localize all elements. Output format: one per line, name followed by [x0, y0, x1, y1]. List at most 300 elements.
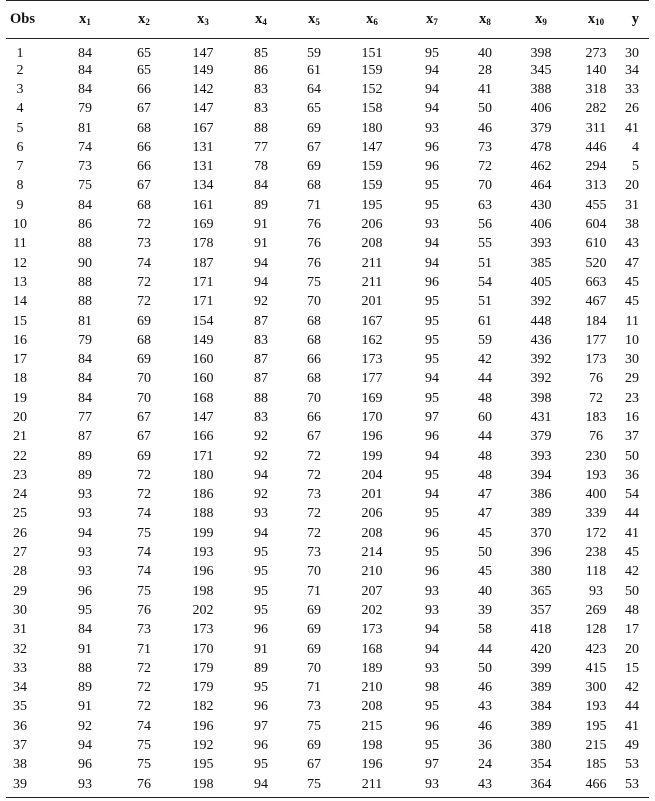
- y-cell: 20: [625, 178, 639, 194]
- y-cell: 44: [625, 699, 639, 715]
- x2-cell: 68: [137, 332, 151, 348]
- x8-cell: 28: [478, 62, 492, 78]
- x3-cell: 196: [192, 718, 214, 734]
- y-cell: 38: [625, 217, 639, 233]
- x9-cell: 398: [530, 390, 552, 406]
- obs-cell: 1: [16, 46, 24, 61]
- x2-cell: 75: [137, 583, 151, 599]
- x5-cell: 71: [307, 583, 321, 599]
- x7-cell: 96: [425, 525, 439, 541]
- obs-cell: 31: [13, 622, 27, 638]
- table-row: [6, 447, 649, 466]
- obs-cell: 27: [13, 545, 27, 561]
- x10-cell: 76: [589, 429, 603, 445]
- x8-cell: 46: [478, 718, 492, 734]
- x2-cell: 72: [137, 274, 151, 290]
- obs-cell: 21: [13, 429, 27, 445]
- x4-cell: 87: [254, 352, 268, 368]
- x2-cell: 72: [137, 660, 151, 676]
- x5-cell: 65: [307, 101, 321, 117]
- x10-cell: 282: [585, 101, 607, 117]
- x4-cell: 92: [254, 429, 268, 445]
- x4-cell: 95: [254, 583, 268, 599]
- x5-cell: 67: [307, 139, 321, 155]
- x7-cell: 95: [425, 506, 439, 522]
- x5-cell: 69: [307, 622, 321, 638]
- x2-cell: 69: [137, 352, 151, 368]
- x2-cell: 75: [137, 757, 151, 773]
- x9-cell: 406: [530, 217, 552, 233]
- y-cell: 53: [625, 757, 639, 773]
- table-row: [6, 370, 649, 389]
- x8-cell: 58: [478, 622, 492, 638]
- table-row: [6, 736, 649, 755]
- x7-cell: 95: [425, 738, 439, 754]
- x7-cell: 95: [425, 467, 439, 483]
- obs-cell: 30: [13, 602, 27, 618]
- x9-cell: 396: [530, 545, 552, 561]
- obs-cell: 9: [16, 197, 24, 213]
- x4-cell: 84: [254, 178, 268, 194]
- x3-cell: 198: [192, 583, 214, 599]
- x6-cell: 208: [361, 236, 383, 252]
- header-var-base: x: [308, 11, 316, 27]
- header-var-subscript: 10: [595, 17, 605, 27]
- header-x9: [510, 1, 572, 39]
- y-cell: 42: [625, 564, 639, 580]
- x1-cell: 91: [78, 699, 92, 715]
- x2-cell: 72: [137, 467, 151, 483]
- x7-cell: 95: [425, 46, 439, 61]
- x5-cell: 69: [307, 120, 321, 136]
- x8-cell: 40: [478, 583, 492, 599]
- x5-cell: 61: [307, 62, 321, 78]
- header-x5: [288, 1, 340, 39]
- x4-cell: 88: [254, 120, 268, 136]
- x6-cell: 168: [361, 641, 383, 657]
- x3-cell: 173: [192, 622, 214, 638]
- x2-cell: 73: [137, 622, 151, 638]
- x9-cell: 389: [530, 718, 552, 734]
- y-cell: 11: [625, 313, 639, 329]
- x10-cell: 520: [585, 255, 607, 271]
- x5-cell: 70: [307, 564, 321, 580]
- x8-cell: 51: [478, 294, 492, 310]
- header-var-base: x: [535, 11, 543, 27]
- x3-cell: 167: [192, 120, 214, 136]
- x7-cell: 97: [425, 409, 439, 425]
- x4-cell: 91: [254, 641, 268, 657]
- x9-cell: 379: [530, 120, 552, 136]
- header-var-base: x: [587, 11, 596, 27]
- x8-cell: 51: [478, 255, 492, 271]
- table-row: [6, 408, 649, 427]
- x9-cell: 389: [530, 506, 552, 522]
- x10-cell: 172: [585, 525, 607, 541]
- x8-cell: 43: [478, 776, 492, 792]
- y-cell: 53: [625, 776, 639, 792]
- x10-cell: 300: [585, 680, 607, 696]
- x1-cell: 90: [78, 255, 92, 271]
- x2-cell: 67: [137, 178, 151, 194]
- x4-cell: 86: [254, 62, 268, 78]
- y-cell: 5: [632, 159, 639, 175]
- x9-cell: 380: [530, 564, 552, 580]
- obs-cell: 39: [13, 776, 27, 792]
- header-var-subscript: 2: [145, 17, 150, 27]
- x9-cell: 365: [530, 583, 552, 599]
- y-cell: 45: [625, 274, 639, 290]
- header-x4: [234, 1, 288, 39]
- x1-cell: 92: [78, 718, 92, 734]
- obs-cell: 32: [13, 641, 27, 657]
- x7-cell: 96: [425, 564, 439, 580]
- table-row: [6, 157, 649, 176]
- y-cell: 45: [625, 545, 639, 561]
- table-row: [6, 100, 649, 119]
- x9-cell: 406: [530, 101, 552, 117]
- x6-cell: 167: [361, 313, 383, 329]
- table-row: [6, 119, 649, 138]
- y-cell: 41: [625, 120, 639, 136]
- x9-cell: 380: [530, 738, 552, 754]
- x3-cell: 149: [192, 332, 214, 348]
- x1-cell: 84: [78, 197, 92, 213]
- x8-cell: 48: [478, 467, 492, 483]
- x9-cell: 448: [530, 313, 552, 329]
- x8-cell: 54: [478, 274, 492, 290]
- x6-cell: 180: [361, 120, 383, 136]
- y-cell: 16: [625, 409, 639, 425]
- x8-cell: 41: [478, 81, 492, 97]
- x6-cell: 159: [361, 178, 383, 194]
- obs-cell: 26: [13, 525, 27, 541]
- x10-cell: 183: [585, 409, 607, 425]
- x4-cell: 83: [254, 81, 268, 97]
- obs-cell: 20: [13, 409, 27, 425]
- x5-cell: 70: [307, 390, 321, 406]
- header-x8: [460, 1, 510, 39]
- x8-cell: 47: [478, 487, 492, 503]
- x4-cell: 96: [254, 738, 268, 754]
- obs-cell: 4: [16, 101, 24, 117]
- x7-cell: 94: [425, 101, 439, 117]
- y-cell: 44: [625, 506, 639, 522]
- header-x2: [116, 1, 172, 39]
- x4-cell: 83: [254, 409, 268, 425]
- table-row: [6, 428, 649, 447]
- x5-cell: 76: [307, 255, 321, 271]
- x5-cell: 70: [307, 660, 321, 676]
- x6-cell: 210: [361, 680, 383, 696]
- x9-cell: 393: [530, 448, 552, 464]
- x3-cell: 180: [192, 467, 214, 483]
- x9-cell: 436: [530, 332, 552, 348]
- x5-cell: 71: [307, 680, 321, 696]
- obs-cell: 14: [13, 294, 27, 310]
- x5-cell: 67: [307, 757, 321, 773]
- x9-cell: 345: [530, 62, 552, 78]
- y-cell: 50: [625, 583, 639, 599]
- x10-cell: 466: [585, 776, 607, 792]
- x3-cell: 178: [192, 236, 214, 252]
- table-header: [6, 1, 649, 39]
- x9-cell: 405: [530, 274, 552, 290]
- x2-cell: 67: [137, 101, 151, 117]
- x1-cell: 77: [78, 409, 92, 425]
- y-cell: 4: [632, 139, 639, 155]
- x8-cell: 56: [478, 217, 492, 233]
- x3-cell: 188: [192, 506, 214, 522]
- table-row: [6, 621, 649, 640]
- x5-cell: 69: [307, 641, 321, 657]
- x4-cell: 87: [254, 371, 268, 387]
- x4-cell: 89: [254, 660, 268, 676]
- x4-cell: 89: [254, 197, 268, 213]
- x7-cell: 95: [425, 699, 439, 715]
- x3-cell: 195: [192, 757, 214, 773]
- x5-cell: 72: [307, 448, 321, 464]
- x10-cell: 294: [585, 159, 607, 175]
- table-body: [6, 39, 649, 795]
- x3-cell: 147: [192, 409, 214, 425]
- x1-cell: 79: [78, 101, 92, 117]
- x3-cell: 171: [192, 448, 214, 464]
- obs-cell: 8: [16, 178, 24, 194]
- x2-cell: 69: [137, 313, 151, 329]
- x1-cell: 79: [78, 332, 92, 348]
- table-row: [6, 640, 649, 659]
- x1-cell: 89: [78, 467, 92, 483]
- header-var-subscript: 9: [542, 17, 547, 27]
- x1-cell: 93: [78, 487, 92, 503]
- x3-cell: 179: [192, 660, 214, 676]
- header-var-subscript: 6: [373, 17, 378, 27]
- table-row: [6, 389, 649, 408]
- y-cell: 33: [625, 81, 639, 97]
- x3-cell: 169: [192, 217, 214, 233]
- y-cell: 37: [625, 429, 639, 445]
- x3-cell: 171: [192, 294, 214, 310]
- x9-cell: 389: [530, 680, 552, 696]
- obs-cell: 22: [13, 448, 27, 464]
- obs-cell: 33: [13, 660, 27, 676]
- x10-cell: 93: [589, 583, 603, 599]
- table-row: [6, 505, 649, 524]
- x6-cell: 162: [361, 332, 383, 348]
- y-cell: 34: [625, 62, 639, 78]
- header-var-base: x: [79, 11, 87, 27]
- x9-cell: 478: [530, 139, 552, 155]
- x1-cell: 96: [78, 583, 92, 599]
- x9-cell: 354: [530, 757, 552, 773]
- table-row: [6, 350, 649, 369]
- x2-cell: 66: [137, 139, 151, 155]
- header-y: y: [620, 1, 649, 39]
- table-row: [6, 215, 649, 234]
- x6-cell: 169: [361, 390, 383, 406]
- x4-cell: 97: [254, 718, 268, 734]
- x2-cell: 73: [137, 236, 151, 252]
- x7-cell: 94: [425, 236, 439, 252]
- x10-cell: 177: [585, 332, 607, 348]
- header-var-base: x: [255, 11, 263, 27]
- header-x6: [340, 1, 404, 39]
- x2-cell: 71: [137, 641, 151, 657]
- x8-cell: 24: [478, 757, 492, 773]
- x5-cell: 67: [307, 429, 321, 445]
- x9-cell: 386: [530, 487, 552, 503]
- x1-cell: 87: [78, 429, 92, 445]
- x7-cell: 96: [425, 139, 439, 155]
- x2-cell: 66: [137, 159, 151, 175]
- x7-cell: 94: [425, 448, 439, 464]
- obs-cell: 19: [13, 390, 27, 406]
- x3-cell: 198: [192, 776, 214, 792]
- x10-cell: 604: [585, 217, 607, 233]
- x4-cell: 94: [254, 467, 268, 483]
- x4-cell: 78: [254, 159, 268, 175]
- x1-cell: 93: [78, 506, 92, 522]
- header-x10: [572, 1, 620, 39]
- x2-cell: 75: [137, 738, 151, 754]
- x2-cell: 68: [137, 120, 151, 136]
- x7-cell: 94: [425, 371, 439, 387]
- x1-cell: 84: [78, 46, 92, 61]
- x1-cell: 88: [78, 660, 92, 676]
- x6-cell: 173: [361, 352, 383, 368]
- x7-cell: 95: [425, 352, 439, 368]
- x8-cell: 55: [478, 236, 492, 252]
- x2-cell: 67: [137, 429, 151, 445]
- x2-cell: 70: [137, 390, 151, 406]
- x1-cell: 91: [78, 641, 92, 657]
- x2-cell: 66: [137, 81, 151, 97]
- x1-cell: 89: [78, 680, 92, 696]
- table-row: [6, 717, 649, 736]
- x3-cell: 170: [192, 641, 214, 657]
- obs-cell: 37: [13, 738, 27, 754]
- x2-cell: 67: [137, 409, 151, 425]
- x9-cell: 385: [530, 255, 552, 271]
- table-row: [6, 254, 649, 273]
- x1-cell: 84: [78, 622, 92, 638]
- x1-cell: 84: [78, 352, 92, 368]
- obs-cell: 38: [13, 757, 27, 773]
- x6-cell: 207: [361, 583, 383, 599]
- x6-cell: 198: [361, 738, 383, 754]
- x4-cell: 92: [254, 448, 268, 464]
- header-row: [6, 1, 649, 39]
- x10-cell: 663: [585, 274, 607, 290]
- obs-cell: 3: [16, 81, 24, 97]
- x8-cell: 44: [478, 429, 492, 445]
- header-obs: Obs: [6, 1, 54, 39]
- obs-cell: 12: [13, 255, 27, 271]
- y-cell: 26: [625, 101, 639, 117]
- x2-cell: 74: [137, 564, 151, 580]
- y-cell: 42: [625, 680, 639, 696]
- x1-cell: 75: [78, 178, 92, 194]
- header-var-base: x: [426, 11, 434, 27]
- x6-cell: 170: [361, 409, 383, 425]
- x6-cell: 151: [361, 46, 383, 61]
- x1-cell: 73: [78, 159, 92, 175]
- table-row: [6, 312, 649, 331]
- table-row: [6, 698, 649, 717]
- obs-cell: 2: [16, 62, 24, 78]
- y-cell: 43: [625, 236, 639, 252]
- x7-cell: 95: [425, 390, 439, 406]
- x4-cell: 83: [254, 101, 268, 117]
- table-row: [6, 582, 649, 601]
- x7-cell: 93: [425, 217, 439, 233]
- x4-cell: 95: [254, 680, 268, 696]
- x7-cell: 96: [425, 159, 439, 175]
- x5-cell: 75: [307, 718, 321, 734]
- x2-cell: 74: [137, 718, 151, 734]
- x3-cell: 134: [192, 178, 214, 194]
- obs-cell: 15: [13, 313, 27, 329]
- x1-cell: 94: [78, 738, 92, 754]
- x9-cell: 462: [530, 159, 552, 175]
- header-var-subscript: 4: [262, 17, 267, 27]
- x9-cell: 399: [530, 660, 552, 676]
- obs-cell: 29: [13, 583, 27, 599]
- x1-cell: 84: [78, 81, 92, 97]
- x4-cell: 88: [254, 390, 268, 406]
- x3-cell: 171: [192, 274, 214, 290]
- x4-cell: 87: [254, 313, 268, 329]
- x1-cell: 95: [78, 602, 92, 618]
- x7-cell: 94: [425, 487, 439, 503]
- x3-cell: 131: [192, 139, 214, 155]
- x8-cell: 59: [478, 332, 492, 348]
- x9-cell: 464: [530, 178, 552, 194]
- header-var-base: x: [138, 11, 146, 27]
- x5-cell: 69: [307, 159, 321, 175]
- x3-cell: 196: [192, 564, 214, 580]
- table-row: [6, 543, 649, 562]
- x4-cell: 96: [254, 699, 268, 715]
- x8-cell: 46: [478, 680, 492, 696]
- x6-cell: 214: [361, 545, 383, 561]
- x8-cell: 63: [478, 197, 492, 213]
- x6-cell: 173: [361, 622, 383, 638]
- table-row: [6, 563, 649, 582]
- x1-cell: 96: [78, 757, 92, 773]
- x7-cell: 96: [425, 274, 439, 290]
- x3-cell: 202: [192, 602, 214, 618]
- x7-cell: 94: [425, 255, 439, 271]
- x6-cell: 189: [361, 660, 383, 676]
- x9-cell: 398: [530, 46, 552, 61]
- x8-cell: 40: [478, 46, 492, 61]
- x9-cell: 431: [530, 409, 552, 425]
- table-row: [6, 293, 649, 312]
- x5-cell: 69: [307, 738, 321, 754]
- x7-cell: 95: [425, 332, 439, 348]
- x1-cell: 88: [78, 236, 92, 252]
- x4-cell: 94: [254, 255, 268, 271]
- x4-cell: 95: [254, 757, 268, 773]
- x7-cell: 93: [425, 583, 439, 599]
- header-var-subscript: 5: [315, 17, 320, 27]
- x10-cell: 128: [585, 622, 607, 638]
- x10-cell: 339: [585, 506, 607, 522]
- table-row: [6, 775, 649, 794]
- header-var-subscript: 3: [204, 17, 209, 27]
